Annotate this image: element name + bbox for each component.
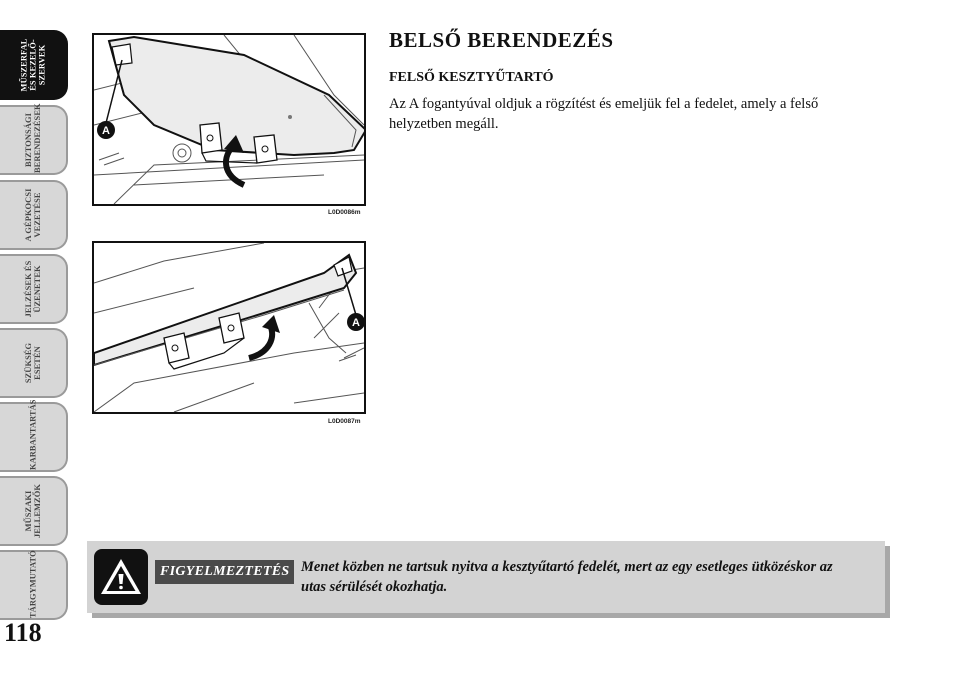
glovebox-open-illustration: [94, 243, 364, 412]
figure-glovebox-open: [92, 241, 366, 414]
tab-label: SZÜKSÉG ESETÉN: [24, 342, 42, 384]
tab-karbantartas[interactable]: [0, 399, 68, 472]
tab-label: A GÉPKOCSI VEZETÉSE: [24, 188, 42, 242]
figure-code: L0D0086m: [328, 209, 361, 216]
warning-label: FIGYELMEZTETÉS: [155, 560, 294, 584]
callout-a-label: A: [352, 317, 360, 329]
figure-code: L0D0087m: [328, 418, 361, 425]
tab-jelzesek[interactable]: [0, 254, 68, 324]
warning-text: Menet közben ne tartsuk nyitva a kesztyűtartó fedelét, mert az egy esetleges ütközéskor az utas sérülését okozhatja.: [301, 559, 833, 595]
tab-muszaki[interactable]: [0, 476, 68, 546]
tab-gepkocsi[interactable]: [0, 180, 68, 250]
warning-box: [87, 541, 885, 613]
tab-label: MŰSZAKI JELLEMZŐK: [24, 484, 42, 538]
glovebox-closed-illustration: [94, 35, 364, 204]
callout-a-label: A: [102, 125, 110, 137]
tab-label: BIZTONSÁGI BERENDEZÉSEK: [24, 103, 42, 173]
body-paragraph: Az A fogantyúval oldjuk a rögzítést és emeljük fel a fedelet, amely a felső helyzetben megáll.: [389, 96, 819, 132]
tab-label: TÁRGYMUTATÓ: [28, 550, 38, 618]
tab-label: MŰSZERFAL ÉS KEZELŐ- SZERVEK: [19, 38, 47, 92]
figure-glovebox-closed: [92, 33, 366, 206]
tab-label: JELZÉSEK ÉS ÜZENETEK: [24, 260, 42, 318]
warning-triangle-icon: [94, 549, 148, 605]
tab-biztonsagi[interactable]: [0, 105, 68, 175]
subsection-title: FELSŐ KESZTYŰTARTÓ: [389, 70, 554, 85]
tab-muszerfal[interactable]: [0, 30, 68, 100]
page-number: 118: [4, 618, 42, 647]
section-title: BELSŐ BERENDEZÉS: [389, 28, 614, 52]
tab-targymutato[interactable]: [0, 550, 68, 620]
tab-label: KARBANTARTÁS: [28, 399, 38, 470]
tab-szukseg[interactable]: [0, 328, 68, 398]
